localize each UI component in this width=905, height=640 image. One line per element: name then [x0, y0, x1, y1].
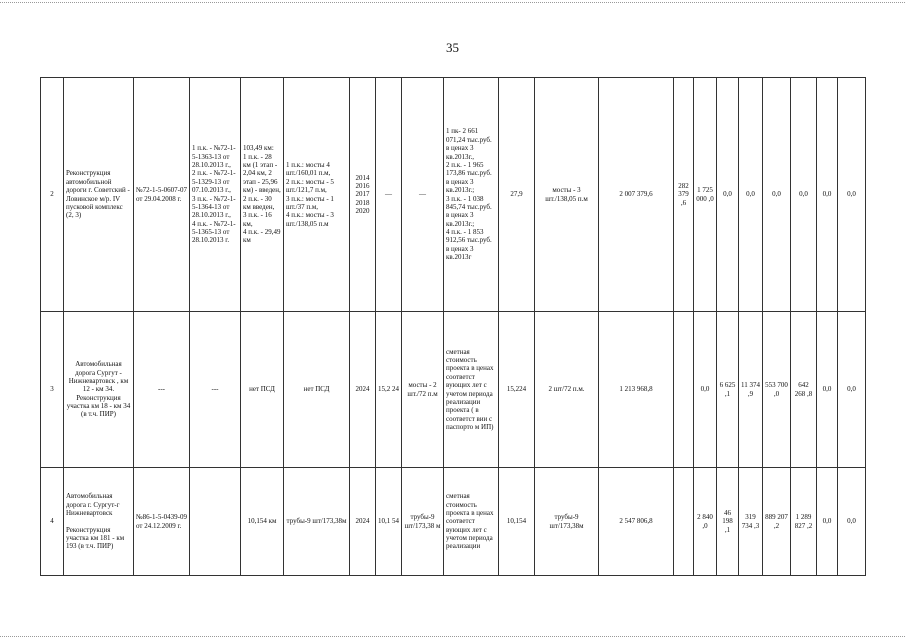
cell-year-value: 0,0	[817, 312, 838, 468]
cell-planned-length: 15,2 24	[376, 312, 402, 468]
cell-object-name: Реконструкция автомобильной дороги г. Советский - Ловинское м/р. IV пусковой комплекс (2, 3)	[64, 78, 134, 312]
cell-year-value: 0,0	[694, 312, 717, 468]
cell-year-value: 0,0	[838, 78, 866, 312]
cell-result-structures: 2 шт/72 п.м.	[535, 312, 599, 468]
cell-planned-structures: трубы-9 шт/173,38 м	[402, 468, 444, 576]
cell-expertise-design: ---	[134, 312, 190, 468]
cell-total-funding: 2 007 379,6	[599, 78, 674, 312]
cell-result-structures: трубы-9 шт/173,38м	[535, 468, 599, 576]
cell-total-funding: 1 213 968,8	[599, 312, 674, 468]
cell-row-number: 3	[41, 312, 64, 468]
scan-edge-bottom	[0, 636, 905, 637]
cell-object-name: Автомобильная дорога Сургут - Нижневартовск , км 12 - км 34. Реконструкция участка км 18 - км 34 (в т.ч. ПИР)	[64, 312, 134, 468]
cell-planned-length: 10,1 54	[376, 468, 402, 576]
cell-expertise-detailed	[190, 468, 241, 576]
cell-expertise-detailed: ---	[190, 312, 241, 468]
cell-total-funding: 2 547 806,8	[599, 468, 674, 576]
cell-year: 2024	[350, 468, 376, 576]
page-number: 35	[446, 40, 459, 55]
cell-result-length: 10,154	[499, 468, 535, 576]
table-row	[41, 468, 866, 576]
scan-edge-top	[0, 2, 905, 3]
cell-year-value: 0,0	[817, 468, 838, 576]
cell-length-km: нет ПСД	[241, 312, 284, 468]
table-row	[41, 78, 866, 312]
cell-year-value: 0,0	[739, 78, 763, 312]
cell-row-number: 2	[41, 78, 64, 312]
cell-year-value: 282 379 ,6	[674, 78, 694, 312]
cell-year-value: 642 268 ,8	[791, 312, 817, 468]
cell-year-value	[674, 468, 694, 576]
cell-year-value: 0,0	[763, 78, 791, 312]
cell-year-value: 889 207 ,2	[763, 468, 791, 576]
cell-year-value: 1 289 827 ,2	[791, 468, 817, 576]
cell-year-value: 0,0	[791, 78, 817, 312]
cell-structures: 1 п.к.: мосты 4 шт./160,01 п.м, 2 п.к.: мосты - 5 шт./121,7 п.м, 3 п.к.: мосты - 1 шт./37 п.м, 4 п.к.: мосты - 3 шт./138,05 п.м	[284, 78, 350, 312]
cell-result-length: 27,9	[499, 78, 535, 312]
cell-year-value: 2 840 ,0	[694, 468, 717, 576]
cell-structures: трубы-9 шт/173,38м	[284, 468, 350, 576]
cell-length-km: 10,154 км	[241, 468, 284, 576]
cell-year-value: 0,0	[717, 78, 739, 312]
cell-expertise-detailed: 1 п.к. - №72-1-5-1363-13 от 28.10.2013 г., 2 п.к. - №72-1-5-1329-13 от 07.10.2013 г., 3 п.к. - №72-1-5-1364-13 от 28.10.2013 г., 4 п.к. - №72-1-5-1365-13 от 28.10.2013 г.	[190, 78, 241, 312]
cell-year-value: 0,0	[838, 468, 866, 576]
cell-expertise-design: №72-1-5-0607-07 от 29.04.2008 г.	[134, 78, 190, 312]
cell-length-km: 103,49 км: 1 п.к. - 28 км (1 этап - 2,04 км, 2 этап - 25,96 км) - введен, 2 п.к. - 30 км введен, 3 п.к. - 16 км, 4 п.к. - 29,49 км	[241, 78, 284, 312]
cell-year-value: 553 700 ,0	[763, 312, 791, 468]
cell-planned-structures: —	[402, 78, 444, 312]
cell-year-value: 319 734 ,3	[739, 468, 763, 576]
cell-estimated-cost: сметная стоимость проекта в ценах соответст вующих лет с учетом периода реализации	[444, 468, 499, 576]
cell-year-value: 0,0	[838, 312, 866, 468]
cell-estimated-cost: сметная стоимость проекта в ценах соответст вующих лет с учетом периода реализации проекта ( в соответст вии с паспорто м ИП)	[444, 312, 499, 468]
cell-planned-structures: мосты - 2 шт./72 п.м	[402, 312, 444, 468]
cell-result-structures: мосты - 3 шт./138,05 п.м	[535, 78, 599, 312]
cell-planned-length: —	[376, 78, 402, 312]
table-row	[41, 312, 866, 468]
cell-result-length: 15,224	[499, 312, 535, 468]
cell-year: 2024	[350, 312, 376, 468]
cell-row-number: 4	[41, 468, 64, 576]
cell-object-name: Автомобильная дорога г. Сургут-г Нижневартовск Реконструкция участка км 181 - км 193 (в т.ч. ПИР)	[64, 468, 134, 576]
cell-structures: нет ПСД	[284, 312, 350, 468]
cell-year-value: 11 374 ,9	[739, 312, 763, 468]
cell-year-value	[674, 312, 694, 468]
projects-table	[40, 77, 866, 576]
cell-year-value: 46 198 ,1	[717, 468, 739, 576]
cell-year-value: 6 625 ,1	[717, 312, 739, 468]
cell-year: 2014 2016 2017 2018 2020	[350, 78, 376, 312]
cell-year-value: 0,0	[817, 78, 838, 312]
cell-year-value: 1 725 000 ,0	[694, 78, 717, 312]
cell-estimated-cost: 1 пк- 2 661 071,24 тыс.руб. в ценах 3 кв.2013г., 2 п.к. - 1 965 173,86 тыс.руб. в ценах 3 кв.2013г.; 3 п.к. - 1 038 845,74 тыс.руб. в ценах 3 кв.2013г.; 4 п.к. - 1 853 912,56 тыс.руб. в ценах 3 кв.2013г	[444, 78, 499, 312]
cell-expertise-design: №86-1-5-0439-09 от 24.12.2009 г.	[134, 468, 190, 576]
